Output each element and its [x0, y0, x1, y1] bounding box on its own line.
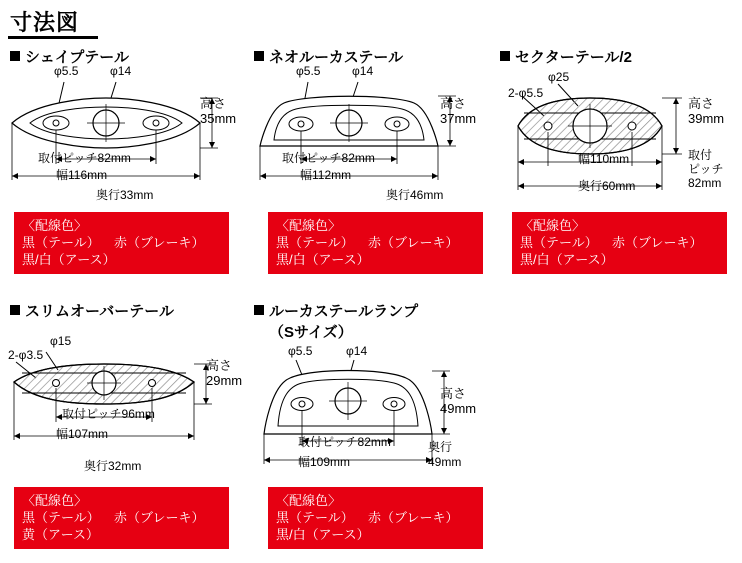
wiring-line1: 黒（テール） 赤（ブレーキ）: [276, 235, 459, 250]
diagram-neo-lucas-tail: [250, 66, 480, 201]
section-heading-lucas-tail-lamp-s: [254, 300, 418, 342]
section-heading-text: セクターテール/2: [515, 49, 632, 66]
wiring-title: 〈配線色〉: [276, 218, 342, 233]
wiring-box-shape-tail: [14, 212, 229, 274]
section-heading-text: ネオルーカステール: [269, 49, 404, 66]
wiring-title: 〈配線色〉: [276, 493, 342, 508]
wiring-box-neo-lucas-tail: [268, 212, 483, 274]
label-depth-5: 奥行 49mm: [428, 440, 462, 469]
bullet-square-icon: [254, 305, 264, 315]
label-width-1: 幅116mm: [56, 168, 108, 182]
label-hole-large-2: φ14: [352, 64, 374, 78]
bullet-square-icon: [254, 51, 264, 61]
bullet-square-icon: [10, 305, 20, 315]
wiring-line1: 黒（テール） 赤（ブレーキ）: [520, 235, 703, 250]
wiring-title: 〈配線色〉: [520, 218, 586, 233]
label-hole-large-5: φ14: [346, 344, 368, 358]
section-heading-sector-tail-2: [500, 46, 632, 67]
wiring-title: 〈配線色〉: [22, 493, 88, 508]
label-hole-large-4: φ15: [50, 334, 72, 348]
bullet-square-icon: [500, 51, 510, 61]
wiring-line1: 黒（テール） 赤（ブレーキ）: [22, 510, 205, 525]
title-underline: [8, 36, 98, 39]
label-hole-small-5: φ5.5: [288, 344, 313, 358]
label-width-4: 幅107mm: [56, 427, 109, 441]
section-heading-text: シェイプテール: [25, 49, 129, 66]
wiring-title: 〈配線色〉: [22, 218, 88, 233]
section-heading-text-line2: （Sサイズ）: [269, 324, 353, 341]
label-height-2: 高さ 37mm: [440, 96, 477, 126]
page-title: 寸法図: [10, 10, 80, 35]
diagram-shape-tail: [6, 66, 236, 201]
wiring-box-sector-tail-2: [512, 212, 727, 274]
label-width-3: 幅110mm: [578, 152, 630, 166]
label-pitch-1: 取付ピッチ82mm: [38, 151, 131, 165]
label-width-5: 幅109mm: [298, 455, 351, 469]
label-hole-small-4: 2-φ3.5: [8, 348, 44, 362]
wiring-box-lucas-tail-lamp-s: [268, 487, 483, 549]
wiring-box-slim-over-tail: [14, 487, 229, 549]
section-heading-text: スリムオーバーテール: [25, 303, 174, 320]
wiring-line2: 黄（アース）: [22, 527, 99, 542]
label-depth-4: 奥行32mm: [84, 459, 142, 473]
label-height-4: 高さ 29mm: [206, 358, 243, 388]
section-heading-slim-over-tail: [10, 300, 174, 321]
wiring-line1: 黒（テール） 赤（ブレーキ）: [276, 510, 459, 525]
label-depth-3: 奥行60mm: [578, 179, 636, 193]
label-depth-1: 奥行33mm: [96, 188, 154, 202]
label-pitch-5: 取付ピッチ82mm: [298, 435, 391, 449]
label-pitch-2: 取付ピッチ82mm: [282, 151, 375, 165]
label-pitch-3: 取付 ピッチ 82mm: [688, 148, 724, 190]
wiring-line2: 黒/白（アース）: [22, 252, 116, 267]
label-height-5: 高さ 49mm: [440, 386, 477, 416]
label-hole-small-2: φ5.5: [296, 64, 321, 78]
wiring-line2: 黒/白（アース）: [276, 527, 370, 542]
label-hole-large-1: φ14: [110, 64, 132, 78]
wiring-line1: 黒（テール） 赤（ブレーキ）: [22, 235, 205, 250]
label-hole-large-3: φ25: [548, 70, 570, 84]
label-hole-small-3: 2-φ5.5: [508, 86, 544, 100]
section-heading-neo-lucas-tail: [254, 46, 403, 67]
bullet-square-icon: [10, 51, 20, 61]
wiring-line2: 黒/白（アース）: [276, 252, 370, 267]
label-pitch-4: 取付ピッチ96mm: [62, 407, 155, 421]
label-width-2: 幅112mm: [300, 168, 352, 182]
wiring-line2: 黒/白（アース）: [520, 252, 614, 267]
label-height-3: 高さ 39mm: [688, 96, 725, 126]
section-heading-text: ルーカステールランプ: [269, 303, 419, 320]
label-height-1: 高さ 35mm: [200, 96, 237, 126]
label-hole-small-1: φ5.5: [54, 64, 79, 78]
label-depth-2: 奥行46mm: [386, 188, 444, 202]
